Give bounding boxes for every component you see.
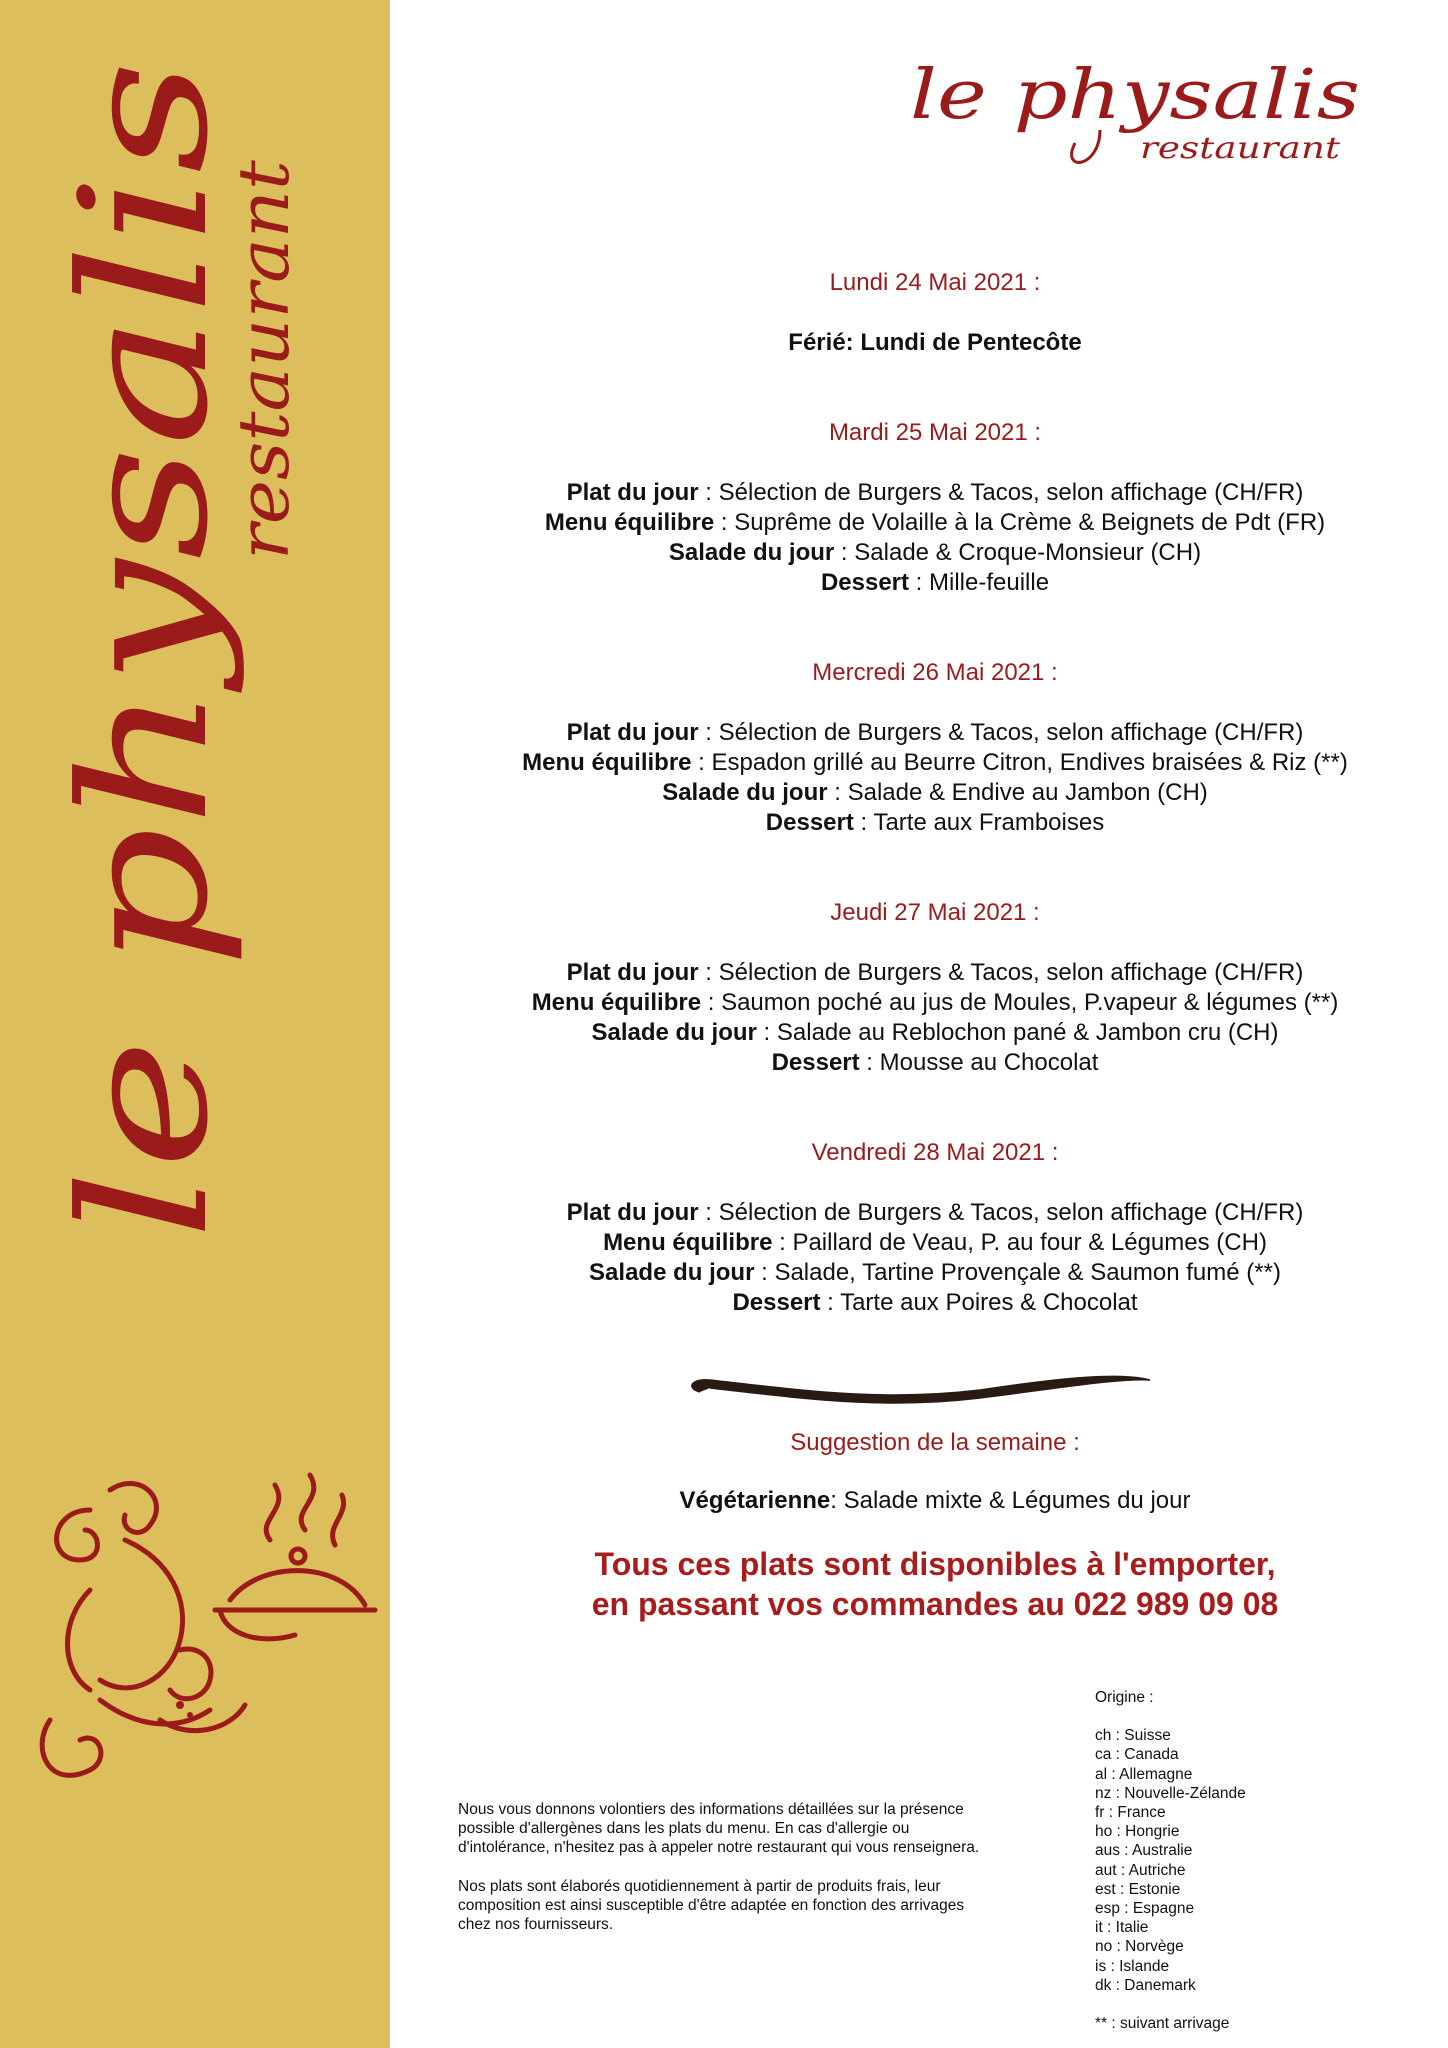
origin-entry: ho : Hongrie [1095,1823,1180,1841]
day-title: Jeudi 27 Mai 2021 : [830,899,1040,926]
origin-entry: fr : France [1095,1804,1166,1822]
menu-item: Menu équilibre : Paillard de Veau, P. au four & Légumes (CH) [603,1229,1267,1256]
menu-item: Salade du jour : Salade, Tartine Provençale & Saumon fumé (**) [589,1259,1281,1286]
suggestion-item: Végétarienne: Salade mixte & Légumes du jour [679,1487,1191,1514]
origin-entry: is : Islande [1095,1957,1170,1975]
origin-note: ** : suivant arrivage [1095,2015,1230,2033]
menu-item: Dessert : Mille-feuille [820,569,1050,596]
takeaway-notice [420,1544,1448,1624]
day-title: Lundi 24 Mai 2021 : [829,269,1041,296]
freshness-paragraph: Nos plats sont élaborés quotidiennement à partir de produits frais, leur composition est ainsi susceptible d'être adaptée en fonction des arrivages chez nos fournisseurs. [458,1878,965,1933]
origin-entry: aus : Australie [1095,1842,1193,1860]
menu-item: Plat du jour : Sélection de Burgers & Tacos, selon affichage (CH/FR) [566,959,1304,986]
swirl-divider [680,1368,1160,1408]
header-logo-subtitle: restaurant [1140,131,1342,166]
menu-item: Dessert : Tarte aux Poires & Chocolat [732,1289,1138,1316]
origin-entry: esp : Espagne [1095,1900,1195,1918]
origin-entry: it : Italie [1095,1919,1149,1937]
menu-item: Menu équilibre : Suprême de Volaille à la Crème & Beignets de Pdt (FR) [544,509,1326,536]
day-tuesday [420,418,1448,598]
origin-entry: dk : Danemark [1095,1976,1196,1994]
chef-illustration [30,1470,380,1800]
menu-item: Plat du jour : Sélection de Burgers & Tacos, selon affichage (CH/FR) [566,1199,1304,1226]
menu-item: Menu équilibre : Saumon poché au jus de Moules, P.vapeur & légumes (**) [531,989,1339,1016]
origin-entry: nz : Nouvelle-Zélande [1095,1784,1246,1802]
menu-item: Salade du jour : Salade & Croque-Monsieur (CH) [668,539,1202,566]
header-logo [900,48,1380,178]
day-wednesday [420,658,1448,838]
vertical-logo-subtitle: restaurant [223,185,305,560]
menu-item: Menu équilibre : Espadon grillé au Beurre Citron, Endives braisées & Riz (**) [522,749,1348,776]
origin-entry: est : Estonie [1095,1880,1181,1898]
weekly-menu [420,268,1448,1318]
day-thursday [420,898,1448,1078]
menu-item: Dessert : Mousse au Chocolat [771,1049,1099,1076]
origin-legend [1095,1688,1395,2033]
sidebar-panel [0,0,390,2048]
allergen-notice [458,1800,998,1954]
menu-item: Dessert : Tarte aux Framboises [765,809,1105,836]
vertical-logo-name: le physalis [44,305,247,1240]
takeaway-phone-line: en passant vos commandes au 022 989 09 08 [591,1586,1279,1622]
header-logo-name: le physalis [910,56,1360,135]
origin-entry: no : Norvège [1095,1938,1184,1956]
origin-entry: ch : Suisse [1095,1727,1171,1745]
menu-item: Plat du jour : Sélection de Burgers & Tacos, selon affichage (CH/FR) [566,479,1304,506]
day-title: Mardi 25 Mai 2021 : [828,419,1042,446]
day-friday [420,1138,1448,1318]
day-title: Vendredi 28 Mai 2021 : [811,1139,1059,1166]
takeaway-line: Tous ces plats sont disponibles à l'emporter, [594,1546,1276,1582]
origin-entry: al : Allemagne [1095,1765,1193,1783]
menu-item: Salade du jour : Salade & Endive au Jambon (CH) [662,779,1208,806]
origin-entry: ca : Canada [1095,1746,1179,1764]
holiday-note: Férié: Lundi de Pentecôte [788,329,1082,356]
origin-entry: aut : Autriche [1095,1861,1186,1879]
day-title: Mercredi 26 Mai 2021 : [812,659,1058,686]
vertical-logo [0,0,390,1440]
menu-item: Salade du jour : Salade au Reblochon pané & Jambon cru (CH) [591,1019,1279,1046]
menu-item: Plat du jour : Sélection de Burgers & Tacos, selon affichage (CH/FR) [566,719,1304,746]
origin-title: Origine : [1095,1689,1154,1706]
allergen-paragraph: Nous vous donnons volontiers des informations détaillées sur la présence possible d'allergènes dans les plats du menu. En cas d'allergie ou d'intolérance, n'hesitez pas à appeler notre restaurant qui vous renseignera. [458,1801,980,1856]
day-monday [420,268,1448,358]
suggestion-title: Suggestion de la semaine : [790,1429,1080,1456]
